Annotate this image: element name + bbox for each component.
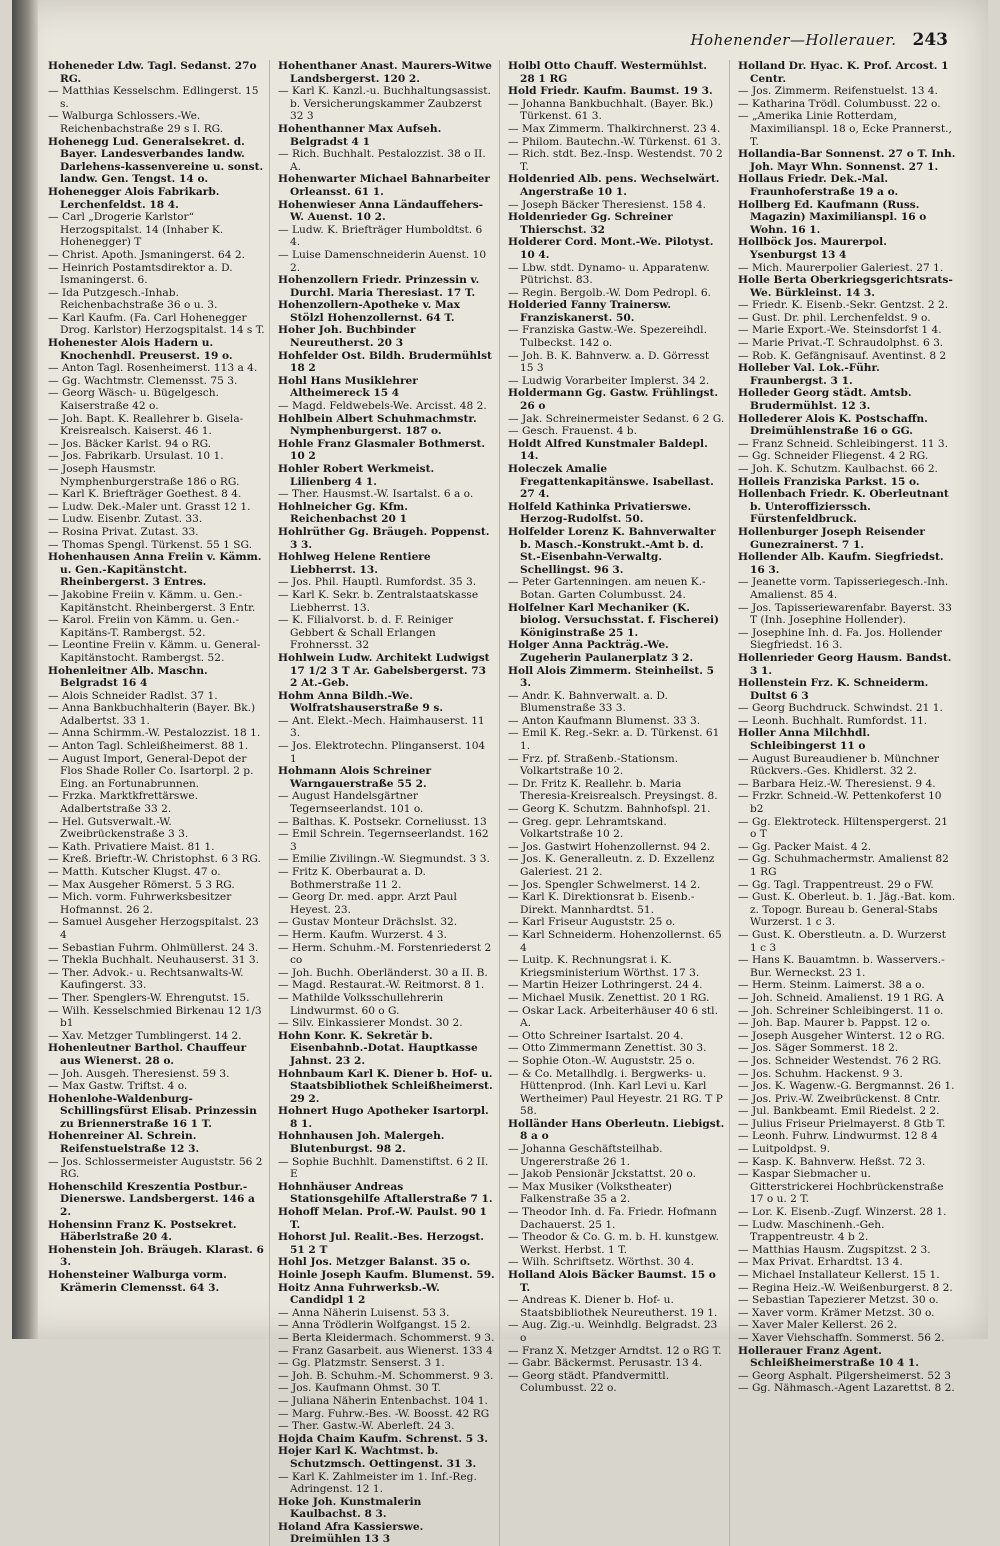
directory-entry: — Xaver Viehschaffn. Sommerst. 56 2. <box>738 1331 945 1344</box>
directory-entry: Hoke Joh. Kunstmalerin Kaulbachst. 8 3. <box>278 1495 422 1521</box>
directory-entry: — Jos. Säger Sommerst. 18 2. <box>738 1042 899 1055</box>
directory-entry: — Joh. Buchh. Oberländerst. 30 a II. B. <box>278 966 488 979</box>
directory-entry: — Heinrich Postamtsdirektor a. D. Ismaningerst. 6. <box>48 261 233 287</box>
directory-entry: — Kaspar Siebmacher u. Gitterstrickerei Hochbrückenstraße 17 o u. 2 T. <box>738 1168 944 1206</box>
directory-entry: — Leonh. Fuhrw. Lindwurmst. 12 8 4 <box>738 1130 938 1143</box>
directory-entry: Hollenburger Joseph Reisender Gunezrainerst. 7 1. <box>738 525 925 551</box>
directory-entry: Hohoff Melan. Prof.-W. Paulst. 90 1 T. <box>278 1206 487 1231</box>
directory-entry: Hollberg Ed. Kaufmann (Russ. Magazin) Maximilianspl. 16 o Wohn. 16 1. <box>738 198 927 236</box>
directory-entry: — Georg Wäsch- u. Bügelgesch. Kaiserstraße 42 o. <box>48 387 219 413</box>
directory-entry: Hoitz Anna Fuhrwerksb.-W. Candidpl 1 2 <box>278 1281 440 1307</box>
directory-entry: Hold Friedr. Kaufm. Baumst. 19 3. <box>508 85 713 98</box>
directory-entry: — Ludw. Eisenbr. Zutast. 33. <box>48 513 203 526</box>
directory-entry: — Johanna Geschäftsteilhab. Ungererstraße 26 1. <box>508 1143 663 1168</box>
directory-entry: Holbl Otto Chauff. Westermühlst. 28 1 RG <box>508 60 707 85</box>
directory-entry: — Gg. Platzmstr. Senserst. 3 1. <box>278 1357 445 1370</box>
directory-entry: — Max Musiker (Volkstheater) Falkenstraße 35 a 2. <box>508 1180 672 1206</box>
directory-entry: — Anna Schirmm.-W. Pestalozzist. 18 1. <box>48 727 261 740</box>
directory-entry: Holfelder Lorenz K. Bahnverwalter b. Masch.-Konstrukt.-Amt b. d. St.-Eisenbahn-Verwaltg. Schellingst. 96 3. <box>508 525 716 576</box>
directory-entry: — Marg. Fuhrw.-Bes. -W. Boosst. 42 RG <box>278 1407 490 1420</box>
directory-entry: — Franz X. Metzger Arndtst. 12 o RG T. <box>508 1344 722 1357</box>
directory-entry: Hohm Anna Bildh.-We. Wolfratshauserstraße 9 s. <box>278 689 444 715</box>
directory-entry: — Ida Putzgesch.-Inhab. Reichenbachstraße 36 o u. 3. <box>48 286 218 312</box>
directory-entry: — August Handelsgärtner Tegernseerlandst. 101 o. <box>278 790 424 816</box>
directory-entry: — Jakobine Freiin v. Kämm. u. Gen.-Kapitänstcht. Rheinbergerst. 3 Entr. <box>48 588 256 614</box>
directory-entry: Hohnhausen Joh. Malergeh. Blutenburgst. 98 2. <box>278 1130 445 1156</box>
directory-entry: Hollenrieder Georg Hausm. Bandst. 3 1. <box>738 651 952 677</box>
directory-entry: — Luise Damenschneiderin Auenst. 10 2. <box>278 248 487 274</box>
directory-entry: — Gustav Monteur Drächslst. 32. <box>278 916 458 929</box>
directory-entry: Holfelner Karl Mechaniker (K. biolog. Versuchsstat. f. Fischerei) Königinstraße 25 1. <box>508 601 720 639</box>
directory-entry: — Regin. Bergolb.-W. Dom Pedropl. 6. <box>508 286 711 299</box>
directory-entry: Holderer Cord. Mont.-We. Pilotyst. 10 4. <box>508 236 714 261</box>
directory-entry: Hohlweg Helene Rentiere Liebherrst. 13. <box>278 551 431 576</box>
directory-entry: — Mich. vorm. Fuhrwerksbesitzer Hofmannst. 26 2. <box>48 891 232 916</box>
directory-entry: — Wilh. Kesselschmied Birkenau 12 1/3 b1 <box>48 1004 262 1030</box>
directory-entry: — Oskar Lack. Arbeiterhäuser 40 6 stl. A. <box>508 1004 718 1030</box>
directory-entry: — Karl K. Sekr. b. Zentralstaatskasse Liebherrst. 13. <box>278 588 479 614</box>
directory-entry: — Barbara Heiz.-W. Theresienst. 9 4. <box>738 777 936 790</box>
directory-entry: Hohensinn Franz K. Postsekret. Häberlstraße 20 4. <box>48 1218 237 1244</box>
directory-entry: — Joh. K. Schutzm. Kaulbachst. 66 2. <box>738 463 938 475</box>
directory-entry: Hohler Robert Werkmeist. Lilienberg 4 1. <box>278 463 435 488</box>
directory-entry: — Gg. Packer Maist. 4 2. <box>738 840 872 853</box>
directory-entry: — Thomas Spengl. Türkenst. 55 1 SG. <box>48 538 252 551</box>
directory-entry: — Gg. Schuhmachermstr. Amalienst 82 1 RG <box>738 853 949 878</box>
directory-entry: Hohenleitner Alb. Maschn. Belgradst 16 4 <box>48 664 208 690</box>
directory-entry: — Ludwig Vorarbeiter Implerst. 34 2. <box>508 374 710 387</box>
directory-entry: — Luitp. K. Rechnungsrat i. K. Kriegsministerium Wörthst. 17 3. <box>508 954 700 979</box>
directory-entry: — Sophie Buchhlt. Damenstiftst. 6 2 II. E <box>278 1155 489 1181</box>
directory-entry: — & Co. Metallhdlg. i. Bergwerks- u. Hüttenprod. (Inh. Karl Levi u. Karl Wertheimer) Paul Heyestr. 21 RG. T P 58. <box>508 1067 723 1118</box>
directory-entry: — Philom. Bautechn.-W. Türkenst. 61 3. <box>508 135 721 148</box>
directory-entry: — Ludw. Dek.-Maler unt. Grasst 12 1. <box>48 500 251 513</box>
directory-entry: — Joseph Ausgeher Winterst. 12 o RG. <box>738 1029 945 1042</box>
directory-entry: Hohfelder Ost. Bildh. Brudermühlst 18 2 <box>278 349 492 375</box>
directory-entry: Hohnhäuser Andreas Stationsgehilfe Aftallerstraße 7 1. <box>278 1180 493 1206</box>
directory-entry: — Fritz K. Oberbaurat a. D. Bothmerstraße 11 2. <box>278 866 426 891</box>
column-4 <box>738 60 960 1546</box>
directory-entry: — Martin Heizer Lothringerst. 24 4. <box>508 979 703 992</box>
directory-entry: — Jos. K. Wagenw.-G. Bergmannst. 26 1. <box>738 1080 955 1093</box>
directory-entry: — Katharina Trödl. Columbusst. 22 o. <box>738 97 941 110</box>
directory-entry: Hohensteiner Walburga vorm. Krämerin Clemensst. 64 3. <box>48 1269 227 1294</box>
directory-entry: Hohenwarter Michael Bahnarbeiter Orleansst. 61 1. <box>278 173 490 198</box>
directory-entry: — Karol. Freiin von Kämm. u. Gen.-Kapitäns-T. Rambergst. 52. <box>48 614 240 639</box>
directory-entry: — Leonh. Buchhalt. Rumfordst. 11. <box>738 714 928 727</box>
directory-entry: Hojda Chaim Kaufm. Schrenst. 5 3. <box>278 1432 488 1445</box>
directory-entry: — Karl K. Direktionsrat b. Eisenb.-Direkt. Mannhardtst. 51. <box>508 891 695 916</box>
directory-entry: Hohenreiner Al. Schrein. Reifenstuelstraße 12 3. <box>48 1130 200 1156</box>
directory-entry: Hollender Alb. Kaufm. Siegfriedst. 16 3. <box>738 551 944 576</box>
directory-entry: — Gg. Schneider Fliegenst. 4 2 RG. <box>738 450 929 463</box>
column-2 <box>278 60 500 1546</box>
directory-entry: — Joh. B. Schuhm.-M. Schommerst. 9 3. <box>278 1369 494 1382</box>
page-number: 243 <box>912 30 948 50</box>
directory-entry: — Andr. K. Bahnverwalt. a. D. Blumenstraße 33 3. <box>508 689 668 715</box>
directory-entry: — Gg. Wachtmstr. Clemensst. 75 3. <box>48 374 238 387</box>
directory-entry: — Silv. Einkassierer Mondst. 30 2. <box>278 1017 463 1030</box>
directory-entry: — Ther. Hausmst.-W. Isartalst. 6 a o. <box>278 488 474 501</box>
directory-entry: — Gg. Elektroteck. Hiltenspergerst. 21 o T <box>738 815 949 841</box>
directory-entry: — Frz. pf. Straßenb.-Stationsm. Volkartstraße 10 2. <box>508 752 679 778</box>
directory-entry: — Xaver Maler Kellerst. 26 2. <box>738 1319 898 1332</box>
directory-entry: — Emil K. Reg.-Sekr. a. D. Türkenst. 61 1. <box>508 727 720 753</box>
directory-entry: — Emilie Zivilingn.-W. Siegmundst. 3 3. <box>278 853 490 866</box>
directory-entry: — Gg. Tagl. Trappentreust. 29 o FW. <box>738 878 934 891</box>
page-header <box>12 30 948 52</box>
directory-entry: — Theodor Inh. d. Fa. Friedr. Hofmann Dachauerst. 25 1. <box>508 1206 717 1231</box>
directory-entry: — Dr. Fritz K. Reallehr. b. Maria Theresia-Kreisrealsch. Preysingst. 8. <box>508 777 718 803</box>
directory-entry: — Jos. Schuhm. Hackenst. 9 3. <box>738 1067 903 1080</box>
directory-entry: — Marie Privat.-T. Schraudolphst. 6 3. <box>738 337 944 350</box>
directory-entry: Holle Berta Oberkriegsgerichtsrats-We. Bürkleinst. 14 3. <box>738 274 953 299</box>
directory-entry: Hohlneicher Gg. Kfm. Reichenbachst 20 1 <box>278 500 408 526</box>
directory-entry: Hollböck Jos. Maurerpol. Ysenburgst 13 4 <box>738 236 887 261</box>
directory-entry: — Thekla Buchhalt. Neuhauserst. 31 3. <box>48 954 259 967</box>
directory-entry: — K. Filialvorst. b. d. F. Reiniger Gebbert & Schall Erlangen Frohnersst. 32 <box>278 614 454 652</box>
directory-entry: Hohenzollern-Apotheke v. Max Stölzl Hohenzollernst. 64 T. <box>278 299 460 324</box>
directory-entry: — Peter Gartenningen. am neuen K.-Botan. Garten Columbusst. 24. <box>508 576 706 601</box>
directory-entry: Holländer Hans Oberleutn. Liebigst. 8 a o <box>508 1117 725 1143</box>
directory-entry: — Jeanette vorm. Tapisseriegesch.-Inh. Amalienst. 85 4. <box>738 576 949 601</box>
directory-entry: — Josephine Inh. d. Fa. Jos. Hollender Siegfriedst. 16 3. <box>738 626 942 652</box>
directory-entry: — Rob. K. Gefängnisauf. Aventinst. 8 2 <box>738 349 947 362</box>
directory-entry: — Karl Kaufm. (Fa. Carl Hohenegger Drog. Karlstor) Herzogspitalst. 14 s T. <box>48 311 265 337</box>
directory-entry: — Kasp. K. Bahnverw. Heßst. 72 3. <box>738 1155 926 1168</box>
directory-entry: — Ludw. Maschinenh.-Geh. Trappentreustr. 4 b 2. <box>738 1218 885 1244</box>
directory-entry: — Juliana Näherin Entenbachst. 104 1. <box>278 1394 488 1407</box>
directory-entry: — Jos. Spengler Schwelmerst. 14 2. <box>508 878 701 891</box>
directory-entry: — Max Zimmerm. Thalkirchnerst. 23 4. <box>508 122 721 135</box>
directory-entry: — Joh. Ausgeh. Theresienst. 59 3. <box>48 1067 230 1080</box>
directory-entry: — Theodor & Co. G. m. b. H. kunstgew. Werkst. Herbst. 1 T. <box>508 1231 719 1256</box>
directory-entry: — Jul. Bankbeamt. Emil Riedelst. 2 2. <box>738 1105 940 1118</box>
directory-entry: — Mathilde Volksschullehrerin Lindwurmst. 60 o G. <box>278 991 444 1017</box>
directory-entry: — Franziska Gastw.-We. Spezereihdl. Tulbeckst. 142 o. <box>508 324 707 350</box>
directory-entry: — Sebastian Fuhrm. Ohlmüllerst. 24 3. <box>48 941 259 954</box>
directory-entry: — Lbw. stdt. Dynamo- u. Apparatenw. Pütrichst. 83. <box>508 261 710 287</box>
directory-entry: Hollaus Friedr. Dek.-Mal. Fraunhoferstraße 19 a o. <box>738 173 899 198</box>
directory-entry: Hohenwieser Anna Ländauffehers-W. Auenst. 10 2. <box>278 198 484 224</box>
directory-entry: — Sebastian Tapezierer Metzst. 30 o. <box>738 1294 939 1307</box>
directory-entry: — Michael Musik. Zenettist. 20 1 RG. <box>508 991 710 1004</box>
directory-entry: — Joh. Bapt. K. Reallehrer b. Gisela-Kreisrealsch. Kaiserst. 46 1. <box>48 412 244 438</box>
directory-entry: Holfeld Kathinka Privatierswe. Herzog-Rudolfst. 50. <box>508 500 692 526</box>
directory-entry: Holland Dr. Hyac. K. Prof. Arcost. 1 Centr. <box>738 60 949 85</box>
directory-entry: — Matthias Hausm. Zugspitzst. 2 3. <box>738 1243 931 1256</box>
directory-entry: Hohle Franz Glasmaler Bothmerst. 10 2 <box>278 437 486 463</box>
directory-entry: — Berta Kleidermach. Schommerst. 9 3. <box>278 1331 495 1344</box>
directory-entry: — Jos. Gastwirt Hohenzollernst. 94 2. <box>508 840 711 853</box>
directory-entry: — Xav. Metzger Tumblingerst. 14 2. <box>48 1029 242 1042</box>
directory-entry: — Friedr. K. Eisenb.-Sekr. Gentzst. 2 2. <box>738 299 949 312</box>
directory-entry: — Johanna Bankbuchhalt. (Bayer. Bk.) Türkenst. 61 3. <box>508 97 714 123</box>
directory-entry: — Lor. K. Eisenb.-Zugf. Winzerst. 28 1. <box>738 1206 947 1219</box>
directory-entry: — Walburga Schlossers.-We. Reichenbachstraße 29 s I. RG. <box>48 110 224 135</box>
directory-entry: Hollenbach Friedr. K. Oberleutnant b. Unteroffizierssch. Fürstenfeldbruck. <box>738 488 949 526</box>
directory-entry: — Ther. Advok.- u. Rechtsanwalts-W. Kaufingerst. 33. <box>48 966 244 992</box>
directory-entry: — Regina Heiz.-W. Weißenburgerst. 8 2. <box>738 1281 953 1294</box>
directory-entry: Hohlbein Albert Schuhmachmstr. Nymphenburgerst. 187 o. <box>278 412 477 438</box>
directory-entry: — Ludw. K. Briefträger Humboldtst. 6 4. <box>278 223 483 249</box>
directory-entry: Hoinle Joseph Kaufm. Blumenst. 59. <box>278 1269 495 1281</box>
directory-entry: — Otto Schreiner Isartalst. 20 4. <box>508 1029 684 1042</box>
directory-entry: Hohorst Jul. Realit.-Bes. Herzogst. 51 2 T <box>278 1231 484 1256</box>
directory-entry: Hohlwein Ludw. Architekt Ludwigst 17 1/2 3 T Ar. Gabelsbergerst. 73 2 At.-Geb. <box>278 651 490 690</box>
directory-entry: — Herm. Steinm. Laimerst. 38 a o. <box>738 979 925 992</box>
directory-entry: Hohn Konr. K. Sekretär b. Eisenbahnb.-Dotat. Hauptkasse Jahnst. 23 2. <box>278 1029 478 1067</box>
directory-entry: Holl Alois Zimmerm. Steinheilst. 5 3. <box>508 664 714 690</box>
directory-entry: — Herm. Schuhm.-M. Forstenriederst 2 co <box>278 941 492 967</box>
column-3 <box>508 60 730 1546</box>
directory-entry: Holleber Val. Lok.-Führ. Fraunbergst. 3 1. <box>738 362 880 387</box>
directory-entry: Holland Alois Bäcker Baumst. 15 o T. <box>508 1269 716 1294</box>
directory-entry: — Jakob Pensionär Jckstattst. 20 o. <box>508 1168 696 1181</box>
directory-entry: — Max Privat. Erhardtst. 13 4. <box>738 1256 903 1269</box>
directory-entry: — Andreas K. Diener b. Hof- u. Staatsbibliothek Neureutherst. 19 1. <box>508 1294 718 1319</box>
directory-entry: Hohnert Hugo Apotheker Isartorpl. 8 1. <box>278 1105 489 1130</box>
directory-entry: — Kreß. Brieftr.-W. Christophst. 6 3 RG. <box>48 853 261 866</box>
directory-entry: — Georg K. Schutzm. Bahnhofspl. 21. <box>508 803 711 816</box>
directory-entry: Hohmann Alois Schreiner Warngauerstraße 55 2. <box>278 765 432 790</box>
directory-entry: — Luitpoldpst. 9. <box>738 1143 831 1156</box>
directory-entry: — Franz Schneid. Schleibingerst. 11 3. <box>738 437 949 450</box>
directory-entry: — Georg Buchdruck. Schwindst. 21 1. <box>738 702 943 715</box>
directory-entry: Hohlrüther Gg. Bräugeh. Poppenst. 3 3. <box>278 525 490 551</box>
directory-entry: — Joh. Schreiner Schleibingerst. 11 o. <box>738 1004 944 1017</box>
directory-entry: Hollederer Alois K. Postschaffn. Dreimühlenstraße 16 o GG. <box>738 412 928 438</box>
directory-entry: — Jos. Tapisseriewarenfabr. Bayerst. 33 T (Inh. Josephine Hollender). <box>738 601 952 627</box>
directory-entry: Holeczek Amalie Fregattenkapitänswe. Isabellast. 27 4. <box>508 463 714 501</box>
directory-entry: — „Amerika Linie Rotterdam, Maximilianspl. 18 o, Ecke Prannerst., T. <box>738 110 952 148</box>
directory-entry: — Herm. Kaufm. Wurzerst. 4 3. <box>278 928 447 941</box>
directory-entry: — Kath. Privatiere Maist. 81 1. <box>48 840 215 853</box>
directory-entry: — Wilh. Schriftsetz. Wörthst. 30 4. <box>508 1256 694 1269</box>
directory-entry: Hohenleutner Barthol. Chauffeur aus Wienerst. 28 o. <box>48 1042 247 1067</box>
directory-entry: — Ant. Elekt.-Mech. Haimhauserst. 11 3. <box>278 714 485 740</box>
directory-entry: — Joseph Bäcker Theresienst. 158 4. <box>508 198 706 211</box>
directory-entry: — Leontine Freiin v. Kämm. u. General-Kapitänstocht. Rambergst. 52. <box>48 639 261 664</box>
directory-entry: — Matthias Kesselschm. Edlingerst. 15 s. <box>48 85 259 110</box>
directory-entry: Hojer Karl K. Wachtmst. b. Schutzmsch. Oettingenst. 31 3. <box>278 1445 477 1470</box>
directory-entry: — Anna Näherin Luisenst. 53 3. <box>278 1306 450 1319</box>
directory-entry: — Max Ausgeher Römerst. 5 3 RG. <box>48 878 235 891</box>
directory-entry: — Hans K. Bauamtmn. b. Wasservers.-Bur. Werneckst. 23 1. <box>738 954 945 979</box>
directory-entry: — Ther. Gastw.-W. Aberleft. 24 3. <box>278 1420 455 1433</box>
directory-entry: — Frzkr. Schneid.-W. Pettenkoferst 10 b2 <box>738 790 942 816</box>
directory-entry: Hohenthaner Anast. Maurers-Witwe Landsbergerst. 120 2. <box>278 60 492 85</box>
directory-entry: Hohenlohe-Waldenburg-Schillingsfürst Elisab. Prinzessin zu Briennerstraße 16 1 T. <box>48 1092 257 1130</box>
directory-entry: — Gust. K. Oberstleutn. a. D. Wurzerst 1 c 3 <box>738 928 946 954</box>
directory-entry: Hohenschild Kreszentia Postbur.-Dienerswe. Landsbergerst. 146 a 2. <box>48 1180 255 1219</box>
directory-entry: Holleder Georg städt. Amtsb. Brudermühlst. 12 3. <box>738 387 912 413</box>
directory-entry: — Marie Export.-We. Steinsdorfst 1 4. <box>738 324 942 337</box>
directory-entry: Hohnbaum Karl K. Diener b. Hof- u. Staatsbibliothek Schleißheimerst. 29 2. <box>278 1067 493 1105</box>
directory-entry: — Rosina Privat. Zutast. 33. <box>48 525 199 538</box>
directory-entry: — Rich. Buchhalt. Pestalozzist. 38 o II. A. <box>278 148 486 173</box>
directory-entry: — Anna Trödlerin Wolfgangst. 15 2. <box>278 1319 471 1332</box>
directory-entry: — August Bureaudiener b. Münchner Rückvers.-Ges. Khidlerst. 32 2. <box>738 752 940 778</box>
directory-entry: — Rich. stdt. Bez.-Insp. Westendst. 70 2 T. <box>508 148 723 173</box>
directory-entry: — Karl K. Zahlmeister im 1. Inf.-Reg. Adringenst. 12 1. <box>278 1470 477 1496</box>
directory-entry: — Aug. Zig.-u. Weinhdlg. Belgradst. 23 o <box>508 1319 718 1344</box>
directory-entry: — Magd. Feldwebels-We. Arcisst. 48 2. <box>278 400 487 413</box>
directory-entry: — Joh. Bap. Maurer b. Pappst. 12 o. <box>738 1017 931 1030</box>
directory-entry: — Jak. Schreinermeister Sedanst. 6 2 G. <box>508 412 725 425</box>
directory-columns <box>48 60 960 1546</box>
directory-entry: — Anton Tagl. Schleißheimerst. 88 1. <box>48 740 249 753</box>
directory-entry: — Emil Schrein. Tegernseerlandst. 162 3 <box>278 828 489 853</box>
directory-entry: Hohenhausen Anna Freiin v. Kämm. u. Gen.-Kapitänstcht. Rheinbergerst. 3 Entres. <box>48 551 262 589</box>
directory-entry: Hohenstein Joh. Bräugeh. Klarast. 6 3. <box>48 1243 264 1269</box>
directory-entry: — Anton Tagl. Rosenheimerst. 113 a 4. <box>48 362 258 375</box>
directory-entry: — Hel. Gutsverwalt.-W. Zweibrückenstraße 3 3. <box>48 815 189 841</box>
directory-entry: Hohenegger Alois Fabrikarb. Lerchenfeldst. 18 4. <box>48 185 220 211</box>
directory-entry: — Gg. Nähmasch.-Agent Lazarettst. 8 2. <box>738 1382 955 1395</box>
directory-entry: — Gabr. Bäckermst. Perusastr. 13 4. <box>508 1357 703 1370</box>
directory-entry: — Karl K. Briefträger Goethest. 8 4. <box>48 488 242 501</box>
directory-entry: Hohenegg Lud. Generalsekret. d. Bayer. Landesverbandes landw. Darlehens-kassenvereine u. sonst. landw. Gen. Tengst. 14 o. <box>48 135 264 186</box>
directory-entry: — Sophie Oton.-W. Auguststr. 25 o. <box>508 1054 696 1067</box>
directory-entry: — Georg Asphalt. Pilgersheimerst. 52 3 <box>738 1369 952 1382</box>
directory-entry: — Jos. Fabrikarb. Ursulast. 10 1. <box>48 450 224 463</box>
directory-entry: — Xaver vorm. Krämer Metzst. 30 o. <box>738 1306 935 1319</box>
directory-entry: Hohl Hans Musiklehrer Altheimereck 15 4 <box>278 374 418 400</box>
directory-entry: — Jos. Kaufmann Ohmst. 30 T. <box>278 1382 441 1395</box>
directory-entry: Holleis Franziska Parkst. 15 o. <box>738 475 920 488</box>
directory-entry: Holderied Fanny Trainersw. Franziskanerst. 50. <box>508 299 672 324</box>
directory-entry: — Georg Dr. med. appr. Arzt Paul Heyest. 23. <box>278 891 457 916</box>
directory-entry: — Max Gastw. Triftst. 4 o. <box>48 1080 188 1093</box>
directory-entry: — Joh. Schneid. Amalienst. 19 1 RG. A <box>738 991 944 1004</box>
directory-entry: — Samuel Ausgeher Herzogspitalst. 23 4 <box>48 916 259 941</box>
directory-entry: Hollerauer Franz Agent. Schleißheimerstraße 10 4 1. <box>738 1344 919 1370</box>
directory-entry: — Greg. gepr. Lehramtskand. Volkartstraße 10 2. <box>508 815 667 841</box>
directory-entry: — Joh. B. K. Bahnverw. a. D. Görresst 15 3 <box>508 349 710 375</box>
directory-entry: — Balthas. K. Postsekr. Corneliusst. 13 <box>278 815 487 828</box>
directory-entry: — Otto Zimmermann Zenettist. 30 3. <box>508 1042 707 1055</box>
directory-entry: — Karl Schneiderm. Hohenzollernst. 65 4 <box>508 928 722 954</box>
directory-entry: Hohenthanner Max Aufseh. Belgradst 4 1 <box>278 122 442 148</box>
directory-entry: — Jos. Phil. Hauptl. Rumfordst. 35 3. <box>278 576 477 589</box>
directory-entry: — Michael Installateur Kellerst. 15 1. <box>738 1269 940 1281</box>
directory-entry: — Gust. K. Oberleut. b. 1. Jäg.-Bat. kom. z. Topogr. Bureau b. General-Stabs Wurzerst. 1 c 3. <box>738 891 956 929</box>
directory-entry: — Ther. Spenglers-W. Ehrengutst. 15. <box>48 991 250 1004</box>
directory-entry: Hohenzollern Friedr. Prinzessin v. Durchl. Maria Theresiast. 17 T. <box>278 274 480 299</box>
directory-entry: Holdenrieder Gg. Schreiner Thierschst. 32 <box>508 211 673 236</box>
directory-entry: Holger Anna Packträg.-We. Zugeherin Paulanerplatz 3 2. <box>508 639 694 664</box>
directory-entry: Holdermann Gg. Gastw. Frühlingst. 26 o <box>508 387 719 413</box>
directory-entry: Holand Afra Kassierswe. Dreimühlen 13 3 <box>278 1520 424 1546</box>
directory-entry: — Magd. Restaurat.-W. Reitmorst. 8 1. <box>278 979 485 992</box>
directory-entry: — Frzka. Marktkfrettärswe. Adalbertstraße 33 2. <box>48 790 199 816</box>
directory-entry: — Jos. K. Generalleutn. z. D. Exzellenz Galeriest. 21 2. <box>508 853 715 878</box>
directory-entry: — Karl Friseur Auguststr. 25 o. <box>508 916 676 929</box>
directory-entry: — Georg städt. Pfandvermittl. Columbusst. 22 o. <box>508 1369 670 1395</box>
directory-entry: Holler Anna Milchhdl. Schleibingerst 11 o <box>738 727 871 753</box>
directory-entry: Holdt Alfred Kunstmaler Baldepl. 14. <box>508 437 708 463</box>
directory-entry: Hohl Jos. Metzger Balanst. 35 o. <box>278 1256 471 1269</box>
directory-entry: — Karl K. Kanzl.-u. Buchhaltungsassist. b. Versicherungskammer Zaubzerst 32 3 <box>278 85 491 123</box>
directory-entry: Hohenester Alois Hadern u. Knochenhdl. Preuserst. 19 o. <box>48 337 233 362</box>
directory-entry: — Alois Schneider Radlst. 37 1. <box>48 689 218 702</box>
directory-entry: — Gust. Dr. phil. Lerchenfeldst. 9 o. <box>738 311 931 324</box>
directory-entry: — Joseph Hausmstr. Nymphenburgerstraße 186 o RG. <box>48 463 240 488</box>
directory-entry: — Julius Friseur Prielmayerst. 8 Gtb T. <box>738 1117 946 1130</box>
directory-entry: — Anna Bankbuchhalterin (Bayer. Bk.) Adalbertst. 33 1. <box>48 702 256 727</box>
directory-entry: — Franz Gasarbeit. aus Wienerst. 133 4 <box>278 1344 493 1357</box>
directory-entry: — Gesch. Frauenst. 4 b. <box>508 425 637 438</box>
directory-entry: Hoheneder Ldw. Tagl. Sedanst. 27o RG. <box>48 60 257 85</box>
directory-entry: — Jos. Priv.-W. Zweibrückenst. 8 Cntr. <box>738 1092 941 1105</box>
directory-entry: — Jos. Schneider Westendst. 76 2 RG. <box>738 1054 942 1067</box>
directory-entry: — Anton Kaufmann Blumenst. 33 3. <box>508 714 701 727</box>
column-1 <box>48 60 270 1546</box>
directory-entry: — Mich. Maurerpolier Galeriest. 27 1. <box>738 261 944 274</box>
directory-entry: — Carl „Drogerie Karlstor“ Herzogspitalst. 14 (Inhaber K. Hohenegger) T <box>48 211 224 249</box>
directory-entry: Hollenstein Frz. K. Schneiderm. Dultst 6 3 <box>738 677 929 702</box>
directory-entry: — Jos. Elektrotechn. Plinganserst. 104 1 <box>278 740 486 765</box>
directory-entry: Hollandia-Bar Sonnenst. 27 o T. Inh. Joh. Mayr Whn. Sonnenst. 27 1. <box>738 148 956 173</box>
directory-entry: Hoher Joh. Buchbinder Neureutherst. 20 3 <box>278 324 416 350</box>
directory-entry: — Jos. Bäcker Karlst. 94 o RG. <box>48 437 212 450</box>
directory-entry: — Christ. Apoth. Jsmaningerst. 64 2. <box>48 248 245 261</box>
directory-entry: — Jos. Zimmerm. Reifenstuelst. 13 4. <box>738 85 938 98</box>
running-head: Hohenender—Hollerauer. <box>690 31 897 49</box>
directory-entry: Holdenried Alb. pens. Wechselwärt. Angerstraße 10 1. <box>508 173 720 198</box>
book-gutter <box>12 0 38 1339</box>
directory-page <box>12 0 988 1546</box>
directory-entry: — Jos. Schlossermeister Auguststr. 56 2 RG. <box>48 1155 263 1181</box>
directory-entry: — Matth. Kutscher Klugst. 47 o. <box>48 866 221 878</box>
directory-entry: — August Import, General-Depot der Flos Shade Roller Co. Isartorpl. 2 p. Eing. an Fortunabrunnen. <box>48 752 254 790</box>
